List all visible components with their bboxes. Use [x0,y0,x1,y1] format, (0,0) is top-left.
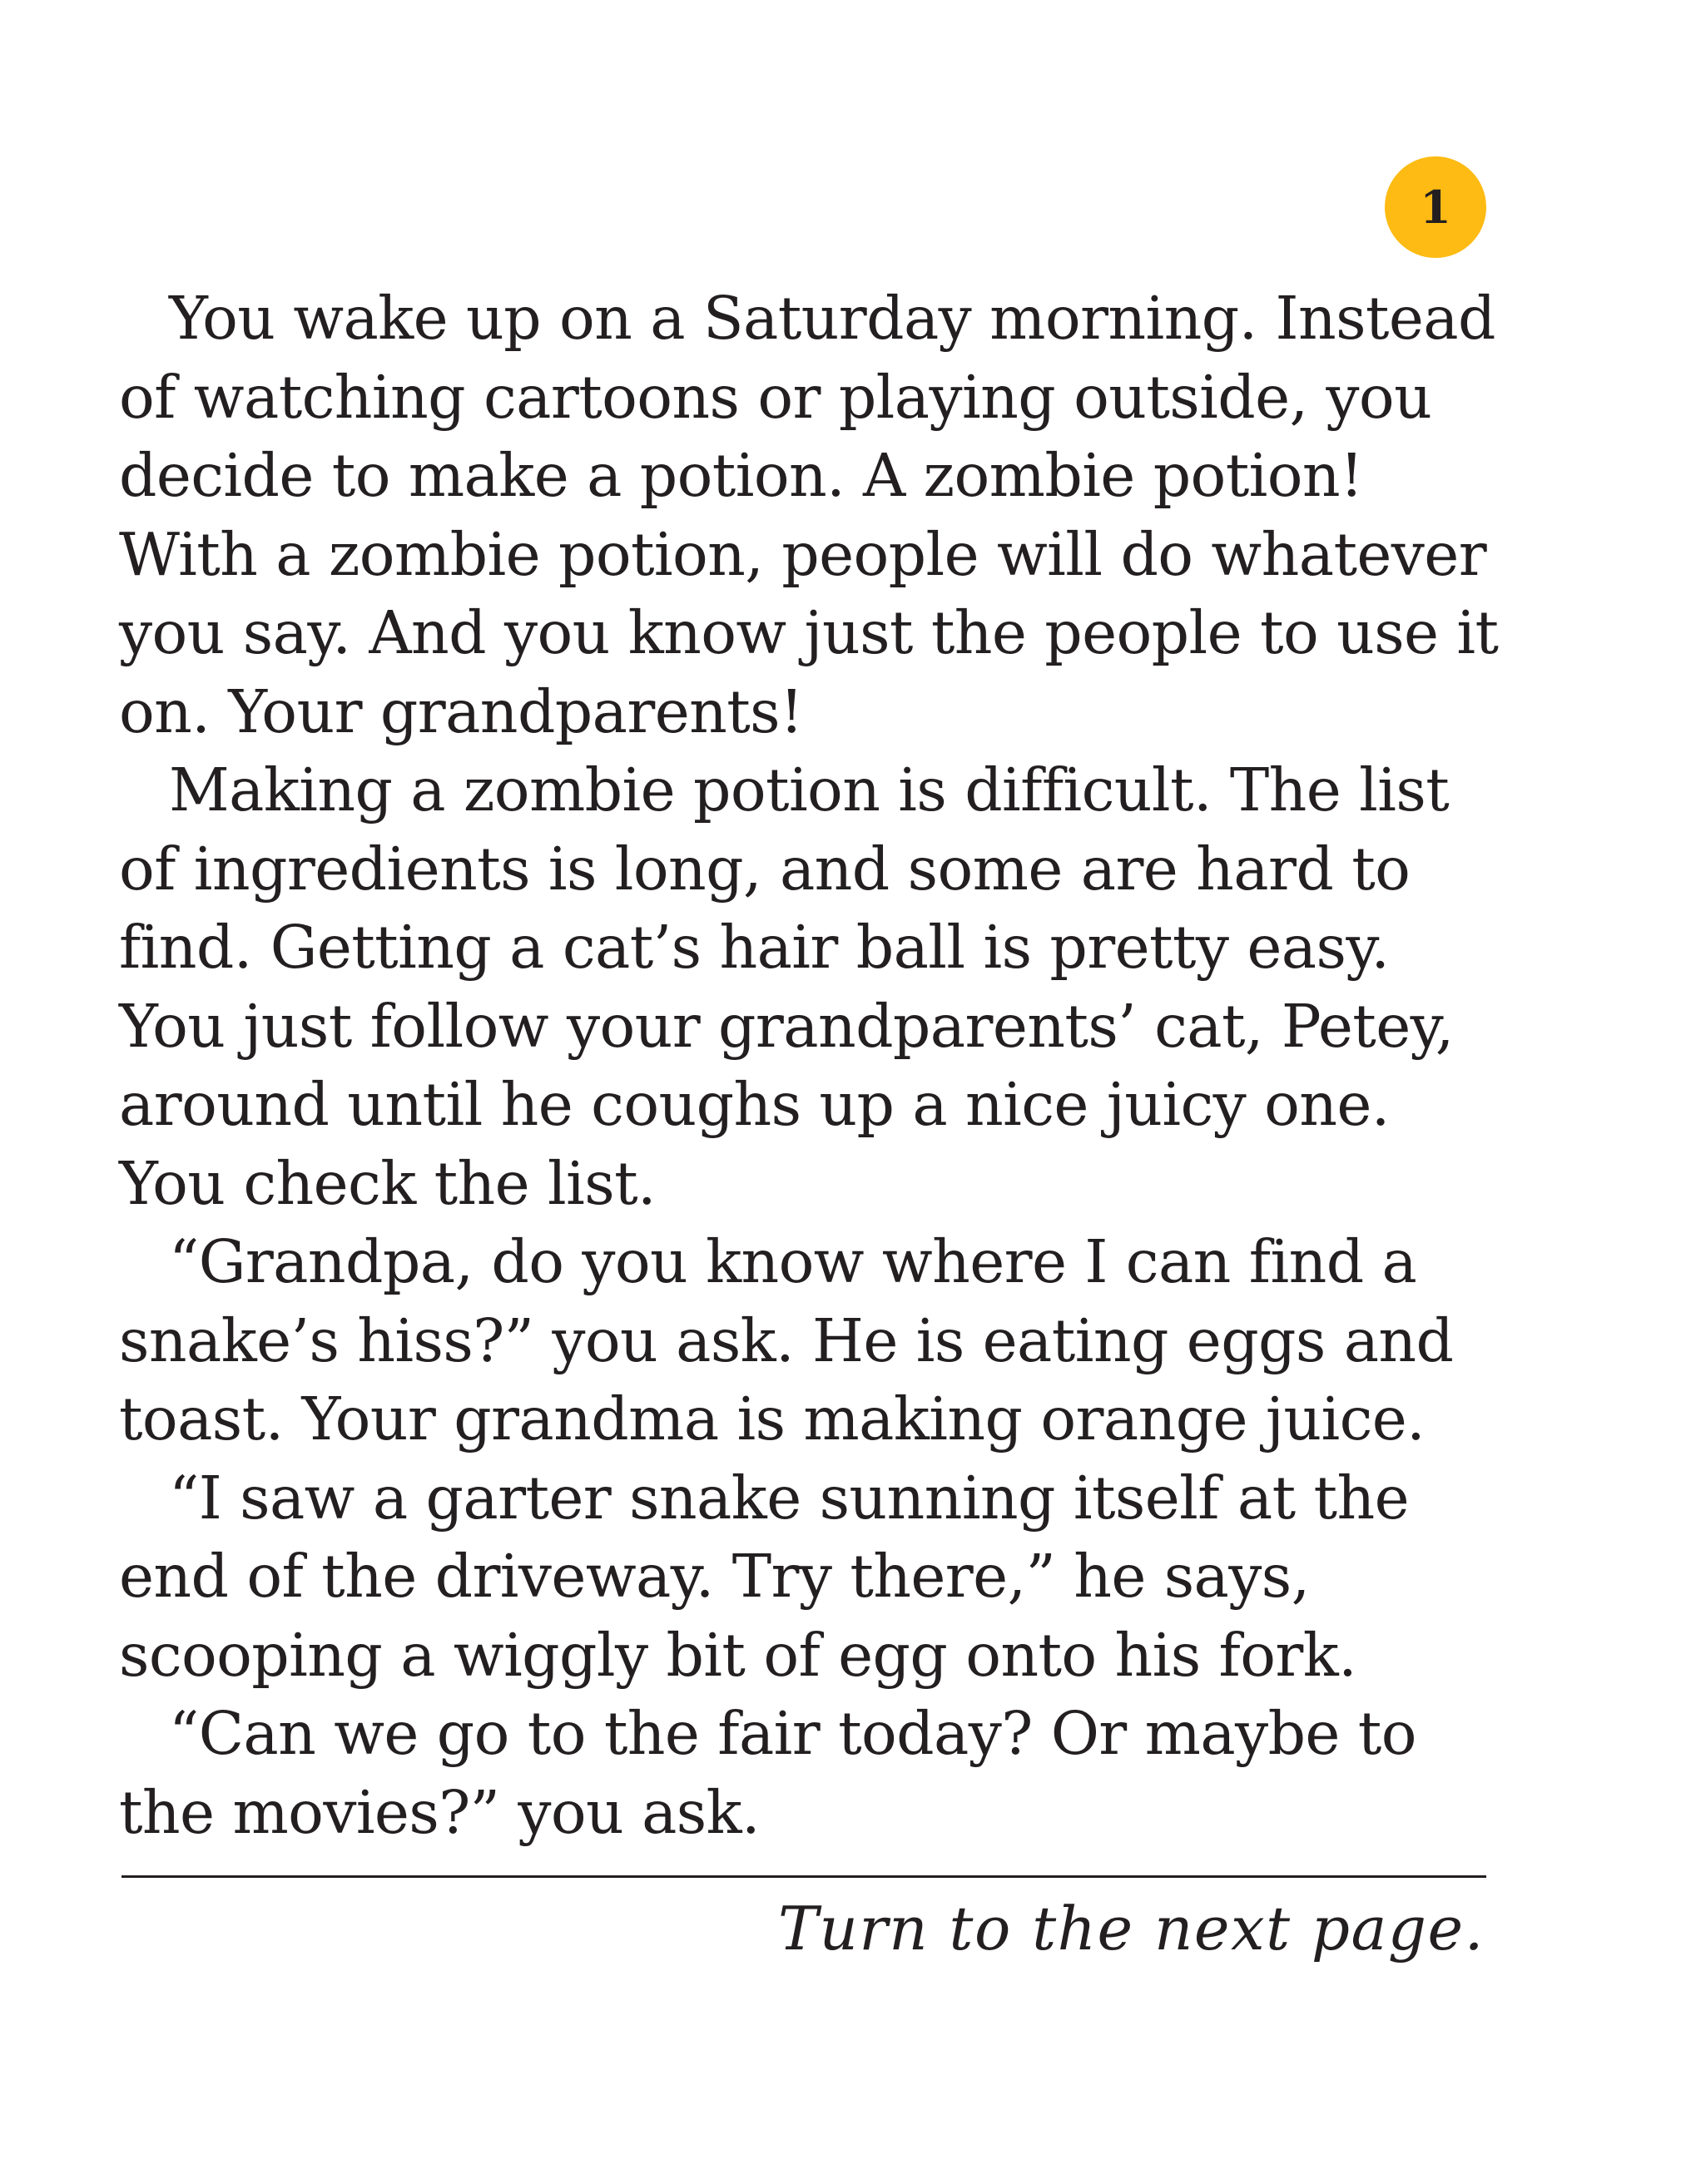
story-paragraph-2: Making a zombie potion is difficult. The list of ingredients is long, and some are hard to find. Getting a cat’s hair ball is pretty easy. You just follow your grandparents’ cat, Petey, around until he coughs up a nice juicy one. You check the list. [119,755,1454,1218]
footer-divider [121,1875,1486,1878]
story-paragraph-1: You wake up on a Saturday morning. Instead of watching cartoons or playing outside, you decide to make a potion. A zombie potion! With a zombie potion, people will do whatever you say. And you know just the people to use it on. Your grandparents! [119,284,1499,746]
page-number-badge [1385,156,1486,258]
story-text [119,280,1500,1852]
story-paragraph-4: “I saw a garter snake sunning itself at the end of the driveway. Try there,” he says, scooping a wiggly bit of egg onto his fork. [119,1463,1410,1690]
story-paragraph-5: “Can we go to the fair today? Or maybe to the movies?” you ask. [119,1699,1416,1847]
page-number: 1 [1420,181,1451,234]
story-paragraph-3: “Grandpa, do you know where I can find a snake’s hiss?” you ask. He is eating eggs and toast. Your grandma is making orange juice. [119,1227,1454,1454]
turn-page-note: Turn to the next page. [777,1894,1485,1964]
